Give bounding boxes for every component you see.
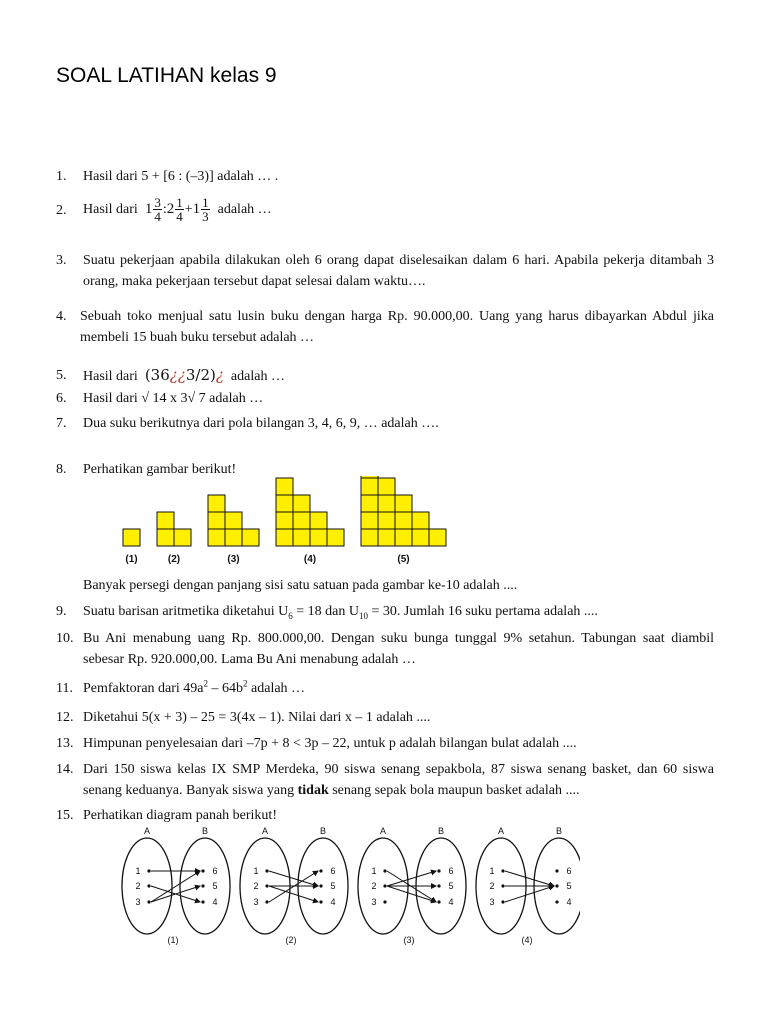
- domain-value: 1: [135, 866, 141, 876]
- domain-value: 2: [135, 881, 141, 891]
- set-a-label: A: [379, 826, 387, 836]
- set-a-label: A: [143, 826, 151, 836]
- pattern-figure-4: [276, 478, 344, 565]
- unit-square: [378, 512, 395, 529]
- domain-point: [147, 900, 150, 903]
- codomain-point: [555, 884, 558, 887]
- domain-value: 3: [135, 897, 141, 907]
- question-2: 2. Hasil dari 1 $\frac{3}{4}$ :2 $\frac{1}{4}$ +1 $\frac{1}{3}$ adalah …: [56, 195, 272, 224]
- unit-square: [310, 512, 327, 529]
- question-8: 8. Perhatikan gambar berikut!: [56, 462, 237, 477]
- unit-square: [208, 512, 225, 529]
- page-title: SOAL LATIHAN kelas 9: [56, 64, 277, 87]
- unit-square: [395, 495, 412, 512]
- domain-value: 3: [371, 897, 377, 907]
- set-a-label: A: [261, 826, 269, 836]
- diagram-label: (3): [403, 935, 415, 945]
- domain-point: [501, 900, 504, 903]
- domain-point: [147, 884, 150, 887]
- unit-square: [157, 512, 174, 529]
- codomain-value: 6: [566, 866, 572, 876]
- pattern-label: (1): [125, 554, 138, 565]
- codomain-value: 4: [212, 897, 218, 907]
- domain-point: [383, 884, 386, 887]
- pattern-label: (5): [397, 554, 410, 565]
- mapping-arrow: [505, 871, 554, 886]
- mapping-arrow: [505, 886, 554, 902]
- set-b-oval: [180, 838, 230, 934]
- arrow-diagram-2: [240, 826, 348, 945]
- set-b-label: B: [555, 826, 563, 836]
- diagram-label: (2): [285, 935, 297, 945]
- mapping-arrow: [269, 886, 318, 902]
- pattern-figure-5: [361, 476, 446, 565]
- question-6: 6. Hasil dari √ 14 x 3√ 7 adalah …: [56, 391, 264, 406]
- domain-point: [501, 869, 504, 872]
- pattern-label: (3): [227, 554, 240, 565]
- unit-square: [293, 529, 310, 546]
- codomain-value: 4: [566, 897, 572, 907]
- codomain-value: 4: [330, 897, 336, 907]
- set-a-oval: [122, 838, 172, 934]
- arrow-diagram-3: [358, 826, 466, 945]
- pattern-label: (2): [167, 554, 181, 565]
- domain-value: 1: [489, 866, 495, 876]
- mapping-arrow: [387, 871, 436, 886]
- question-5: 5. Hasil dari (36¿¿3/2)¿ adalah …: [56, 366, 285, 384]
- question-3: 3. Suatu pekerjaan apabila dilakukan oleh 6 orang dapat diselesaikan dalam 6 hari. Apabila pekerja ditambah 3 orang, maka pekerjaan tersebut dapat selesai dalam waktu….: [56, 253, 714, 289]
- question-4: 4. Sebuah toko menjual satu lusin buku dengan harga Rp. 90.000,00. Uang yang harus dibayarkan Abdul jika membeli 15 buah buku tersebut adalah …: [56, 309, 714, 345]
- codomain-point: [437, 884, 440, 887]
- unit-square: [361, 512, 378, 529]
- codomain-value: 5: [212, 881, 218, 891]
- question-15: 15. Perhatikan diagram panah berikut!: [56, 808, 277, 823]
- mixed-fraction-a: 1 $\frac{3}{4}$: [144, 195, 161, 224]
- pattern-figure-3: [208, 495, 259, 565]
- unit-square: [293, 512, 310, 529]
- mixed-fraction-b: 2 $\frac{1}{4}$: [166, 195, 183, 224]
- codomain-value: 4: [448, 897, 454, 907]
- mapping-arrow: [151, 871, 200, 902]
- set-a-label: A: [497, 826, 505, 836]
- question-10: 10. Bu Ani menabung uang Rp. 800.000,00. Dengan suku bunga tunggal 9% setahun. Tabungan saat diambil sebesar Rp. 920.000,00. Lama Bu Ani menabung adalah …: [56, 631, 714, 667]
- question-7: 7. Dua suku berikutnya dari pola bilangan 3, 4, 6, 9, … adalah ….: [56, 416, 439, 431]
- codomain-point: [319, 900, 322, 903]
- square-pattern-figure: [110, 476, 460, 568]
- domain-point: [147, 869, 150, 872]
- unit-square: [123, 529, 140, 546]
- unit-square: [225, 529, 242, 546]
- codomain-point: [201, 869, 204, 872]
- unit-square: [361, 478, 378, 495]
- codomain-point: [319, 884, 322, 887]
- question-9: 9. Suatu barisan aritmetika diketahui $U_6 = 18$ dan $U_{10} = 30$. Jumlah 16 suku pertama adalah ....: [56, 604, 598, 621]
- domain-point: [265, 900, 268, 903]
- codomain-point: [437, 869, 440, 872]
- codomain-value: 5: [448, 881, 454, 891]
- arrow-diagram-4: [476, 826, 580, 945]
- unit-square: [174, 529, 191, 546]
- unit-square: [378, 495, 395, 512]
- domain-value: 1: [253, 866, 259, 876]
- pattern-figure-2: [157, 512, 191, 565]
- mapping-arrow: [269, 871, 318, 886]
- domain-value: 2: [253, 881, 259, 891]
- arrow-diagram-1: [122, 826, 230, 945]
- unit-square: [242, 529, 259, 546]
- domain-point: [501, 884, 504, 887]
- domain-point: [265, 884, 268, 887]
- question-13: 13. Himpunan penyelesaian dari –7p + 8 < 3p – 22, untuk p adalah bilangan bulat adalah ....: [56, 736, 577, 751]
- domain-value: 3: [253, 897, 259, 907]
- set-b-label: B: [437, 826, 445, 836]
- unit-square: [327, 529, 344, 546]
- question-8-caption: Banyak persegi dengan panjang sisi satu satuan pada gambar ke-10 adalah ....: [83, 578, 518, 593]
- diagram-label: (1): [167, 935, 179, 945]
- codomain-value: 5: [330, 881, 336, 891]
- domain-value: 1: [371, 866, 377, 876]
- unit-square: [225, 512, 242, 529]
- codomain-value: 5: [566, 881, 572, 891]
- unit-square: [208, 529, 225, 546]
- domain-point: [383, 900, 386, 903]
- domain-point: [265, 869, 268, 872]
- set-b-label: B: [201, 826, 209, 836]
- codomain-point: [555, 869, 558, 872]
- question-12: 12. Diketahui 5(x + 3) – 25 = 3(4x – 1). Nilai dari x – 1 adalah ....: [56, 710, 431, 725]
- unit-square: [412, 529, 429, 546]
- unit-square: [276, 495, 293, 512]
- codomain-value: 6: [330, 866, 336, 876]
- unit-square: [395, 529, 412, 546]
- domain-value: 2: [489, 881, 495, 891]
- unit-square: [361, 476, 378, 478]
- pattern-figure-1: [123, 529, 140, 565]
- codomain-value: 6: [448, 866, 454, 876]
- unit-square: [157, 529, 174, 546]
- diagram-label: (4): [521, 935, 533, 945]
- unit-square: [276, 512, 293, 529]
- domain-point: [383, 869, 386, 872]
- domain-value: 2: [371, 881, 377, 891]
- unit-square: [429, 529, 446, 546]
- codomain-point: [201, 884, 204, 887]
- mapping-arrow: [387, 886, 436, 902]
- set-b-label: B: [319, 826, 327, 836]
- question-14: 14. Dari 150 siswa kelas IX SMP Merdeka, 90 siswa senang sepakbola, 87 siswa senang basket, dan 60 siswa senang keduanya. Banyak siswa yang tidak senang sepak bola maupun basket adalah ....: [56, 762, 714, 798]
- codomain-point: [201, 900, 204, 903]
- question-11: 11. Pemfaktoran dari $49a^2 - 64b^2$ adalah …: [56, 678, 306, 696]
- codomain-point: [319, 869, 322, 872]
- mixed-fraction-c: 1 $\frac{1}{3}$: [192, 195, 209, 224]
- unit-square: [208, 495, 225, 512]
- pattern-label: (4): [303, 554, 317, 565]
- unit-square: [412, 512, 429, 529]
- codomain-point: [555, 900, 558, 903]
- unit-square: [361, 495, 378, 512]
- unit-square: [276, 529, 293, 546]
- question-1: 1. Hasil dari 5 + [6 : (–3)] adalah … .: [56, 169, 279, 184]
- codomain-value: 6: [212, 866, 218, 876]
- unit-square: [378, 478, 395, 495]
- unit-square: [293, 495, 310, 512]
- domain-value: 3: [489, 897, 495, 907]
- unit-square: [378, 529, 395, 546]
- unit-square: [395, 512, 412, 529]
- unit-square: [276, 478, 293, 495]
- codomain-point: [437, 900, 440, 903]
- unit-square: [361, 529, 378, 546]
- arrow-diagram-figure: [110, 824, 580, 950]
- unit-square: [310, 529, 327, 546]
- power-expression: (36¿¿3/2)¿: [144, 366, 224, 384]
